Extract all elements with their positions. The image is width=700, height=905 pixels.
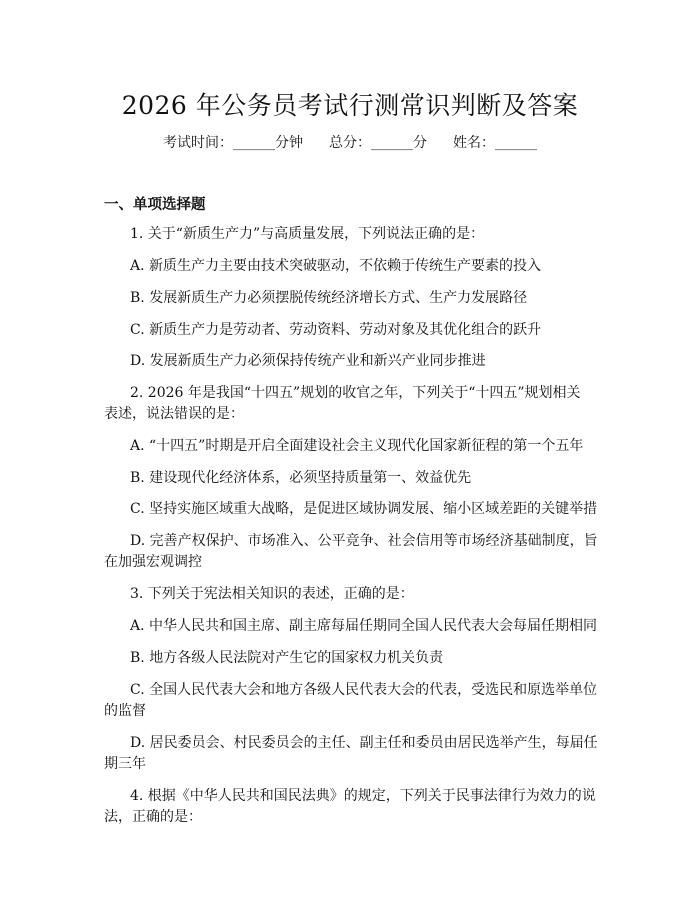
question-2-option-c: C. 坚持实施区域重大战略，是促进区域协调发展、缩小区域差距的关键举措 — [130, 501, 598, 517]
question-2-stem-line1: 2. 2026 年是我国“十四五”规划的收官之年，下列关于“十四五”规划相关 — [130, 385, 581, 401]
question-1-option-c: C. 新质生产力是劳动者、劳动资料、劳动对象及其优化组合的跃升 — [130, 322, 542, 338]
question-3-option-c-line2: 的监督 — [104, 703, 146, 719]
question-2-option-d-line2: 在加强宏观调控 — [104, 554, 202, 570]
question-3-option-a: A. 中华人民共和国主席、副主席每届任期同全国人民代表大会每届任期相同 — [130, 618, 598, 634]
question-2-option-b: B. 建设现代化经济体系，必须坚持质量第一、效益优先 — [130, 470, 472, 486]
question-2-option-d-line1: D. 完善产权保护、市场准入、公平竞争、社会信用等市场经济基础制度，旨 — [130, 533, 598, 549]
question-2-stem-line2: 表述，说法错误的是： — [104, 406, 244, 422]
question-4-stem-line1: 4. 根据《中华人民共和国民法典》的规定，下列关于民事法律行为效力的说 — [130, 788, 596, 804]
question-1-option-b: B. 发展新质生产力必须摆脱传统经济增长方式、生产力发展路径 — [130, 290, 528, 306]
exam-time-field: 考试时间：______分钟 — [163, 135, 303, 151]
question-1-stem: 1. 关于“新质生产力”与高质量发展，下列说法正确的是： — [130, 226, 485, 242]
question-1-option-d: D. 发展新质生产力必须保持传统产业和新兴产业同步推进 — [130, 353, 486, 369]
exam-meta — [0, 132, 700, 152]
question-3-option-d-line1: D. 居民委员会、村民委员会的主任、副主任和委员由居民选举产生，每届任 — [130, 735, 598, 751]
question-3-option-c-line1: C. 全国人民代表大会和地方各级人民代表大会的代表，受选民和原选举单位 — [130, 682, 598, 698]
section-heading: 一、单项选择题 — [104, 196, 206, 213]
total-score-field: 总分：______分 — [329, 135, 427, 151]
name-field: 姓名：______ — [453, 135, 537, 151]
page-title: 2026 年公务员考试行测常识判断及答案 — [121, 91, 579, 120]
question-2-option-a: A. “十四五”时期是开启全面建设社会主义现代化国家新征程的第一个五年 — [130, 438, 584, 454]
question-4-stem-line2: 法，正确的是： — [104, 809, 202, 825]
question-1-option-a: A. 新质生产力主要由技术突破驱动，不依赖于传统生产要素的投入 — [130, 258, 542, 274]
question-3-stem: 3. 下列关于宪法相关知识的表述，正确的是： — [130, 586, 414, 602]
question-3-option-d-line2: 期三年 — [104, 756, 146, 772]
question-3-option-b: B. 地方各级人民法院对产生它的国家权力机关负责 — [130, 650, 444, 666]
